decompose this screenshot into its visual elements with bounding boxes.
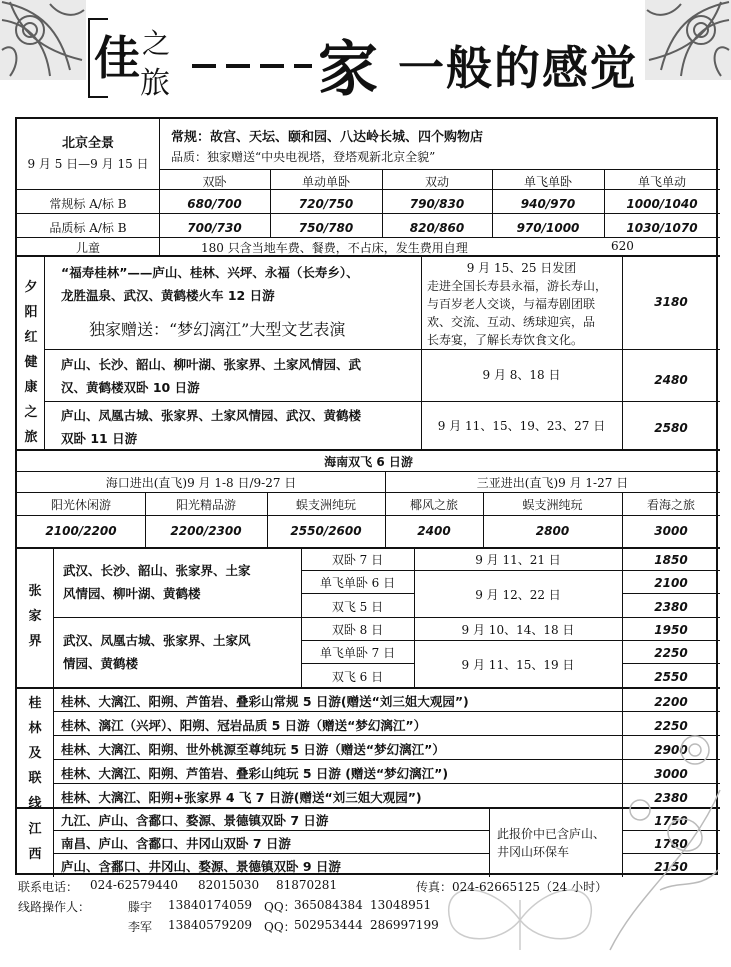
guilin-side-label: 桂 林 及 联 线 xyxy=(28,696,42,811)
price-cell: 2250 xyxy=(654,719,688,733)
page-title: 一般的感觉 xyxy=(398,41,638,95)
tour-dates: 9 月 8、18 日 xyxy=(482,368,561,382)
price-cell: 790/830 xyxy=(409,197,465,211)
route-text: 汉、黄鹤楼双卧 10 日游 xyxy=(61,380,200,395)
route-text: 桂林、大漓江、阳朔、芦笛岩、叠彩山常规 5 日游(赠送“刘三姐大观园”) xyxy=(61,694,469,709)
price-cell: 2800 xyxy=(535,524,570,538)
qq-number: 365084384 xyxy=(294,898,363,912)
jiangxi-side-label: 江 西 xyxy=(28,822,42,862)
price-cell: 2550 xyxy=(654,670,688,684)
haikou-heading: 海口进出(直飞)9 月 1-8 日/9-27 日 xyxy=(105,476,297,490)
price-cell: 2550/2600 xyxy=(290,524,362,538)
price-cell: 680/700 xyxy=(187,197,242,211)
beijing-dates: 9 月 5 日—9 月 15 日 xyxy=(27,157,149,171)
mode-label: 单飞单卧 6 日 xyxy=(319,576,396,590)
col-header: 阳光精品游 xyxy=(175,498,236,512)
phone-number: 82015030 xyxy=(198,878,260,892)
price-cell: 1950 xyxy=(654,623,688,637)
page-header xyxy=(0,0,731,112)
price-cell: 1850 xyxy=(654,553,688,567)
route-text: 桂林、大漓江、阳朔、芦笛岩、叠彩山纯玩 5 日游 (赠送“梦幻漓江”) xyxy=(61,766,449,781)
brand-char-2: 之 xyxy=(142,27,171,60)
route-text: 九江、庐山、含鄱口、婺源、景德镇双卧 7 日游 xyxy=(61,813,329,828)
child-price: 620 xyxy=(611,239,634,253)
route-text: 情园、黄鹤楼 xyxy=(63,656,139,671)
price-cell: 3180 xyxy=(654,295,688,309)
tour-dates: 9 月 10、14、18 日 xyxy=(461,623,575,637)
qq-number: 286997199 xyxy=(370,918,439,932)
route-text: 庐山、长沙、韶山、柳叶湖、张家界、土家风情园、武 xyxy=(61,357,362,372)
sanya-heading: 三亚进出(直飞)9 月 1-27 日 xyxy=(476,476,629,490)
qq-label: QQ： xyxy=(264,920,296,934)
phone-label: 联系电话： xyxy=(18,880,79,894)
mode-label: 双卧 8 日 xyxy=(331,623,384,637)
beijing-regular: 常规：故宫、天坛、颐和园、八达岭长城、四个购物店 xyxy=(171,130,484,145)
price-cell: 1780 xyxy=(654,837,688,851)
col-header: 单动单卧 xyxy=(301,175,350,189)
route-text: 桂林、大漓江、阳朔+张家界 4 飞 7 日游(赠送“刘三姐大观园”) xyxy=(61,790,422,805)
tour-dates: 9 月 15、25 日发团 xyxy=(466,261,577,275)
route-text: 南昌、庐山、含鄱口、井冈山双卧 7 日游 xyxy=(61,836,291,851)
mode-label: 双卧 7 日 xyxy=(331,553,384,567)
price-cell: 1030/1070 xyxy=(626,221,698,235)
hainan-title: 海南双飞 6 日游 xyxy=(324,455,413,469)
route-text: 武汉、凤凰古城、张家界、土家风 xyxy=(63,633,251,648)
tour-dates: 9 月 12、22 日 xyxy=(475,588,561,602)
jiangxi-note: 此报价中已含庐山、 xyxy=(497,827,606,841)
route-text: 庐山、凤凰古城、张家界、土家风情园、武汉、黄鹤楼 xyxy=(61,408,362,423)
price-cell: 2150 xyxy=(654,860,688,874)
price-cell: 700/730 xyxy=(187,221,242,235)
mode-label: 双飞 6 日 xyxy=(331,670,384,684)
tour-dates: 9 月 11、21 日 xyxy=(475,553,561,567)
route-text: 双卧 11 日游 xyxy=(61,431,138,446)
col-header: 双卧 xyxy=(202,175,227,189)
route-text: 桂林、漓江（兴坪）、阳朔、冠岩品质 5 日游（赠送“梦幻漓江”） xyxy=(61,718,427,733)
price-cell: 1750 xyxy=(654,814,688,828)
price-cell: 2250 xyxy=(654,646,688,660)
route-text: 桂林、大漓江、阳朔、世外桃源至尊纯玩 5 日游（赠送“梦幻漓江”） xyxy=(61,742,445,757)
tour-dates: 9 月 11、15、19 日 xyxy=(461,658,575,672)
gift-text: 独家赠送：“梦幻漓江”大型文艺表演 xyxy=(89,320,346,339)
beijing-name: 北京全景 xyxy=(61,136,114,151)
title-dashes xyxy=(192,64,312,68)
child-label: 儿童 xyxy=(75,241,100,255)
operator-name: 李军 xyxy=(128,920,153,934)
operator-mobile: 13840174059 xyxy=(168,898,252,912)
route-text: 风情园、柳叶湖、黄鹤楼 xyxy=(63,586,201,601)
price-cell: 2100 xyxy=(654,576,688,590)
price-cell: 940/970 xyxy=(520,197,576,211)
qq-label: QQ： xyxy=(264,900,296,914)
price-cell: 750/780 xyxy=(298,221,354,235)
tour-desc: 走进全国长寿县永福，游长寿山， xyxy=(427,279,608,293)
child-note: 180 只含当地车费、餐费，不占床，发生费用自理 xyxy=(201,241,468,255)
col-header: 单飞单动 xyxy=(637,175,686,189)
zjj-side-label: 张 家 界 xyxy=(28,584,42,649)
price-cell: 820/860 xyxy=(409,221,465,235)
route-text: “福寿桂林”——庐山、桂林、兴坪、永福（长寿乡）、 xyxy=(61,265,359,280)
row-label: 品质标 A/标 B xyxy=(49,221,127,235)
price-cell: 2400 xyxy=(417,524,451,538)
price-cell: 2100/2200 xyxy=(45,524,117,538)
col-header: 双动 xyxy=(424,175,449,189)
sunset-side-label: 夕 阳 红 健 康 之 旅 xyxy=(24,280,38,445)
title-home-char: 家 xyxy=(318,35,378,105)
route-text: 庐山、含鄱口、井冈山、婺源、景德镇双卧 9 日游 xyxy=(61,859,341,874)
operator-label: 线路操作人： xyxy=(18,900,91,914)
fax-number: 传真：024-62665125（24 小时） xyxy=(416,880,608,894)
jiangxi-note: 井冈山环保车 xyxy=(497,845,570,859)
col-header: 椰风之旅 xyxy=(409,498,458,512)
price-cell: 970/1000 xyxy=(516,221,580,235)
price-cell: 2580 xyxy=(654,421,688,435)
qq-number: 13048951 xyxy=(370,898,432,912)
price-cell: 1000/1040 xyxy=(626,197,698,211)
price-cell: 2200/2300 xyxy=(170,524,242,538)
operator-name: 滕宇 xyxy=(128,900,153,914)
brand-char-3: 旅 xyxy=(140,66,170,101)
brand-char-1: 佳 xyxy=(94,31,140,85)
price-cell: 2380 xyxy=(654,600,688,614)
col-header: 阳光休闲游 xyxy=(50,498,111,512)
price-cell: 2380 xyxy=(654,791,688,805)
price-cell: 3000 xyxy=(654,767,688,781)
price-cell: 3000 xyxy=(654,524,688,538)
tour-dates: 9 月 11、15、19、23、27 日 xyxy=(437,419,606,433)
tour-desc: 欢、交流、互动、绣球迎宾，品 xyxy=(427,315,596,329)
price-cell: 2480 xyxy=(654,373,688,387)
operator-mobile: 13840579209 xyxy=(168,918,252,932)
price-cell: 2200 xyxy=(654,695,688,709)
qq-number: 502953444 xyxy=(294,918,363,932)
mode-label: 单飞单卧 7 日 xyxy=(319,646,396,660)
route-text: 龙胜温泉、武汉、黄鹤楼火车 12 日游 xyxy=(61,288,275,303)
mode-label: 双飞 5 日 xyxy=(331,600,384,614)
brand-logo xyxy=(88,12,184,102)
route-text: 武汉、长沙、韶山、张家界、土家 xyxy=(63,563,251,578)
col-header: 蜈支洲纯玩 xyxy=(295,498,356,512)
phone-number: 024-62579440 xyxy=(90,878,179,892)
col-header: 蜈支洲纯玩 xyxy=(522,498,583,512)
price-cell: 2900 xyxy=(654,743,688,757)
col-header: 单飞单卧 xyxy=(523,175,572,189)
col-header: 看海之旅 xyxy=(646,498,695,512)
phone-number: 81870281 xyxy=(276,878,338,892)
beijing-quality: 品质：独家赠送“中央电视塔，登塔观新北京全貌” xyxy=(171,150,436,164)
price-cell: 720/750 xyxy=(298,197,354,211)
row-label: 常规标 A/标 B xyxy=(49,197,127,211)
tour-desc: 与百岁老人交谈，与福寿剧团联 xyxy=(427,297,596,311)
tour-desc: 长寿宴，了解长寿饮食文化。 xyxy=(427,333,584,347)
